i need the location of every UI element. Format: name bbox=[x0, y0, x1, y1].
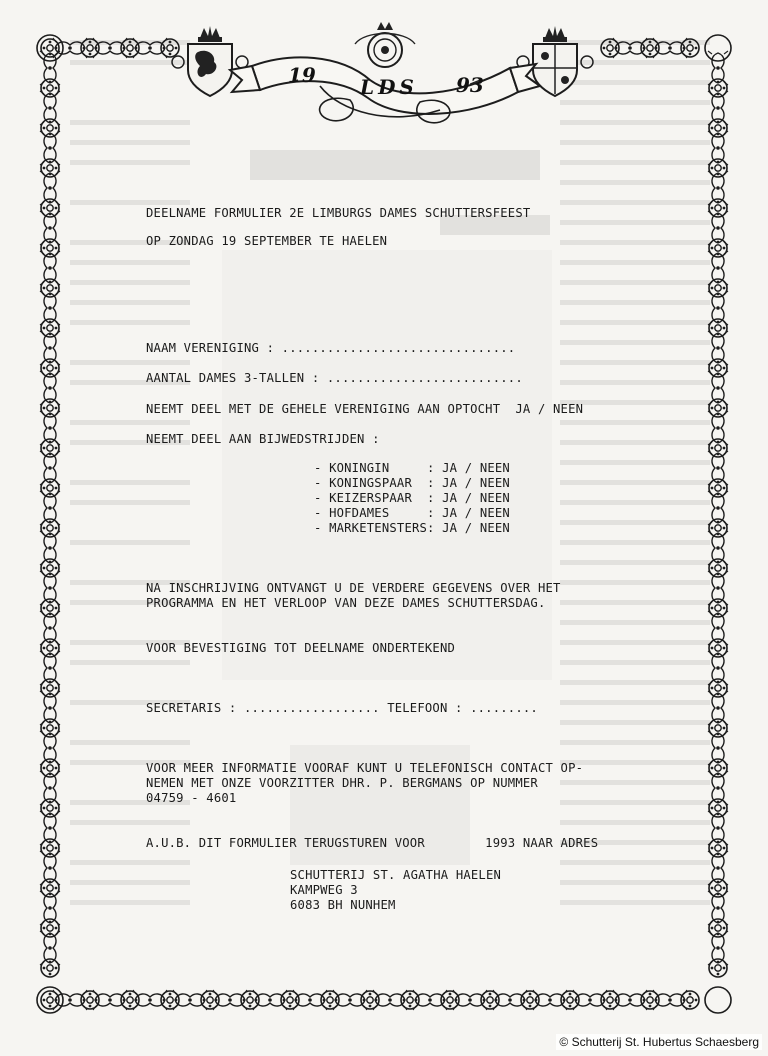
border-link bbox=[708, 571, 728, 605]
border-link bbox=[40, 491, 60, 525]
field-optocht: NEEMT DEEL MET DE GEHELE VERENIGING AAN OPTOCHT JA / NEEN bbox=[146, 402, 584, 416]
border-link bbox=[93, 990, 127, 1010]
return-instructions: A.U.B. DIT FORMULIER TERUGSTUREN VOOR 1993 NAAR ADRES bbox=[146, 836, 599, 850]
banner-year-left: 19 bbox=[288, 63, 316, 87]
form-date-location: OP ZONDAG 19 SEPTEMBER TE HAELEN bbox=[146, 234, 388, 248]
field-secretaris-telefoon: SECRETARIS : .................. TELEFOON : ......... bbox=[146, 701, 538, 715]
border-link bbox=[573, 990, 607, 1010]
border-link bbox=[40, 91, 60, 125]
option-koningspaar: - KONINGSPAAR : JA / NEEN bbox=[314, 476, 510, 490]
border-link bbox=[708, 611, 728, 645]
option-marketensters: - MARKETENSTERS: JA / NEEN bbox=[314, 521, 510, 535]
border-corner-ornament bbox=[705, 35, 731, 61]
option-hofdames: - HOFDAMES : JA / NEEN bbox=[314, 506, 510, 520]
border-link bbox=[708, 211, 728, 245]
border-link bbox=[413, 990, 447, 1010]
border-link bbox=[40, 51, 60, 85]
border-rosette bbox=[681, 39, 699, 57]
contact-phone-number: 04759 - 4601 bbox=[146, 791, 237, 805]
contact-text-line-2: NEMEN MET ONZE VOORZITTER DHR. P. BERGMANS OP NUMMER bbox=[146, 776, 538, 790]
border-link bbox=[40, 211, 60, 245]
banner-initials: LDS bbox=[360, 75, 418, 99]
border-link bbox=[40, 451, 60, 485]
border-link bbox=[708, 331, 728, 365]
border-link bbox=[133, 38, 167, 58]
border-link bbox=[40, 731, 60, 765]
copyright-watermark: © Schutterij St. Hubertus Schaesberg bbox=[556, 1034, 762, 1050]
border-link bbox=[213, 990, 247, 1010]
border-link bbox=[40, 131, 60, 165]
border-link bbox=[613, 990, 647, 1010]
border-link bbox=[293, 990, 327, 1010]
border-link bbox=[708, 51, 728, 85]
border-link bbox=[708, 891, 728, 925]
border-link bbox=[133, 990, 167, 1010]
border-link bbox=[93, 38, 127, 58]
border-link bbox=[333, 990, 367, 1010]
border-link bbox=[453, 990, 487, 1010]
border-link bbox=[40, 651, 60, 685]
border-corner-ornament bbox=[705, 987, 731, 1013]
border-link bbox=[708, 491, 728, 525]
border-link bbox=[40, 411, 60, 445]
border-link bbox=[708, 851, 728, 885]
border-link bbox=[493, 990, 527, 1010]
option-keizerspaar: - KEIZERSPAAR : JA / NEEN bbox=[314, 491, 510, 505]
border-link bbox=[173, 990, 207, 1010]
border-link bbox=[708, 691, 728, 725]
heraldic-banner-crest bbox=[170, 22, 600, 142]
address-line-3: 6083 BH NUNHEM bbox=[290, 898, 396, 912]
border-link bbox=[40, 251, 60, 285]
border-link bbox=[40, 691, 60, 725]
info-text-line-2: PROGRAMMA EN HET VERLOOP VAN DEZE DAMES SCHUTTERSDAG. bbox=[146, 596, 546, 610]
border-link bbox=[40, 931, 60, 965]
border-link bbox=[708, 91, 728, 125]
contact-text-line-1: VOOR MEER INFORMATIE VOORAF KUNT U TELEFONISCH CONTACT OP- bbox=[146, 761, 584, 775]
info-text-line-1: NA INSCHRIJVING ONTVANGT U DE VERDERE GEGEVENS OVER HET bbox=[146, 581, 561, 595]
field-bijwedstrijden: NEEMT DEEL AAN BIJWEDSTRIJDEN : bbox=[146, 432, 380, 446]
border-link bbox=[40, 851, 60, 885]
address-line-2: KAMPWEG 3 bbox=[290, 883, 358, 897]
border-link bbox=[40, 291, 60, 325]
border-link bbox=[40, 371, 60, 405]
border-link bbox=[53, 38, 87, 58]
border-link bbox=[708, 771, 728, 805]
border-link bbox=[40, 891, 60, 925]
border-link bbox=[708, 251, 728, 285]
center-medallion-icon bbox=[355, 22, 415, 67]
border-link bbox=[40, 811, 60, 845]
border-link bbox=[708, 731, 728, 765]
border-link bbox=[708, 531, 728, 565]
option-koningin: - KONINGIN : JA / NEEN bbox=[314, 461, 510, 475]
border-link bbox=[40, 771, 60, 805]
border-rosette bbox=[681, 991, 699, 1009]
border-link bbox=[708, 371, 728, 405]
border-link bbox=[708, 171, 728, 205]
field-aantal-dames: AANTAL DAMES 3-TALLEN : .......................... bbox=[146, 371, 523, 385]
border-link bbox=[253, 990, 287, 1010]
border-link bbox=[40, 331, 60, 365]
border-link bbox=[653, 38, 687, 58]
field-naam-vereniging: NAAM VERENIGING : ............................... bbox=[146, 341, 516, 355]
border-link bbox=[653, 990, 687, 1010]
banner-year-right: 93 bbox=[456, 73, 484, 97]
border-link bbox=[708, 811, 728, 845]
border-link bbox=[40, 611, 60, 645]
confirmation-text: VOOR BEVESTIGING TOT DEELNAME ONDERTEKEND bbox=[146, 641, 456, 655]
border-link bbox=[40, 571, 60, 605]
border-link bbox=[533, 990, 567, 1010]
border-link bbox=[708, 451, 728, 485]
border-link bbox=[40, 171, 60, 205]
border-link bbox=[708, 651, 728, 685]
border-link bbox=[708, 131, 728, 165]
border-link bbox=[708, 931, 728, 965]
address-line-1: SCHUTTERIJ ST. AGATHA HAELEN bbox=[290, 868, 502, 882]
border-link bbox=[373, 990, 407, 1010]
border-link bbox=[613, 38, 647, 58]
border-link bbox=[708, 291, 728, 325]
border-link bbox=[708, 411, 728, 445]
border-link bbox=[40, 531, 60, 565]
form-title: DEELNAME FORMULIER 2E LIMBURGS DAMES SCHUTTERSFEEST bbox=[146, 206, 531, 220]
border-link bbox=[53, 990, 87, 1010]
